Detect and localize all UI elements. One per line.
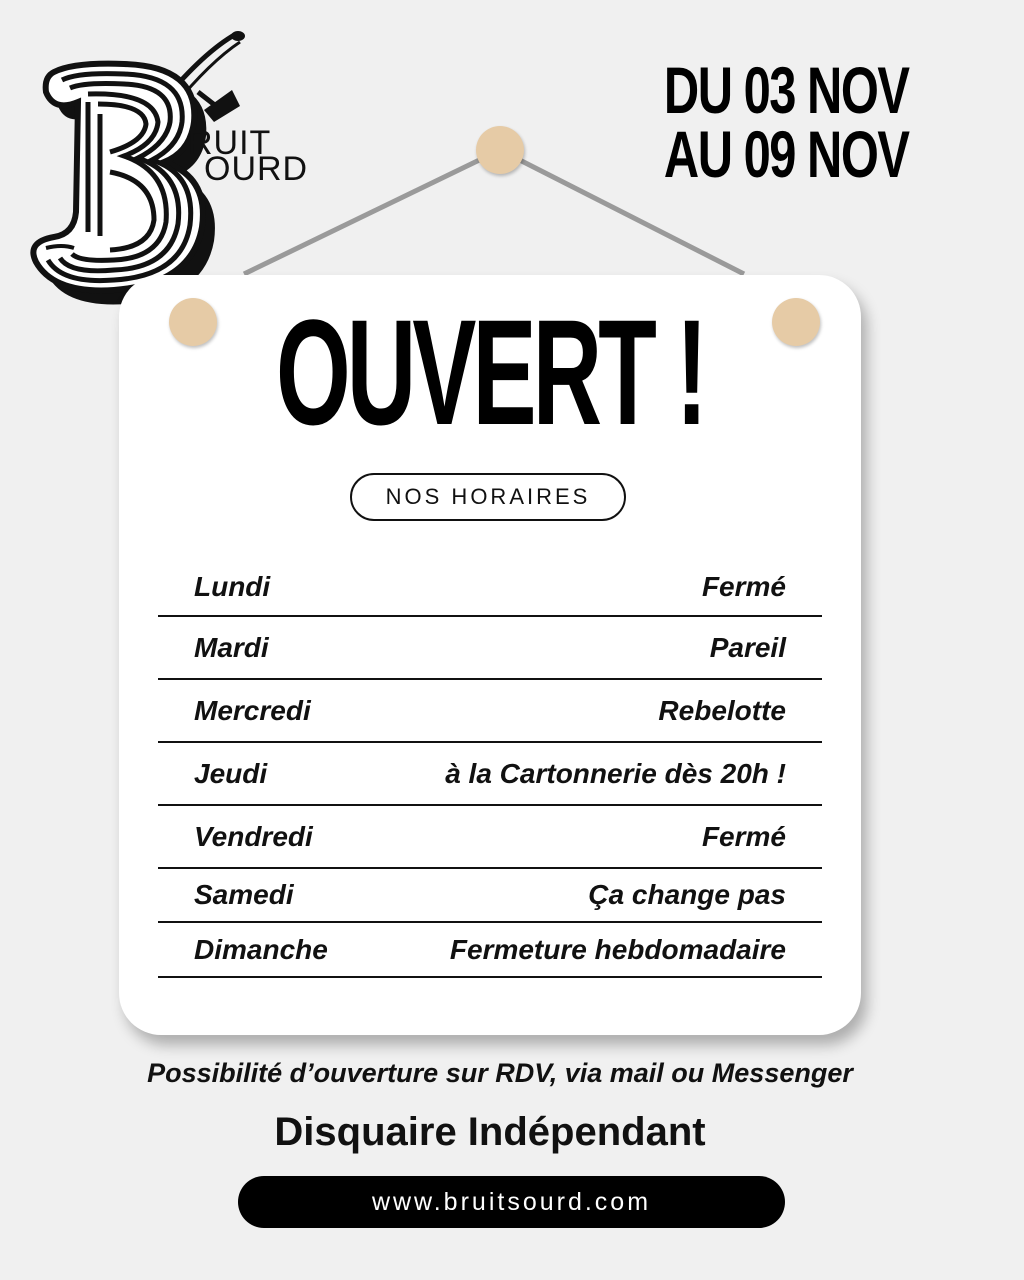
schedule-row-mercredi bbox=[158, 680, 822, 743]
pin-right bbox=[772, 298, 820, 346]
day-status: Ça change pas bbox=[588, 879, 786, 910]
schedule-row-lundi bbox=[158, 558, 822, 617]
schedule-row-dimanche bbox=[158, 923, 822, 978]
day-status: Fermé bbox=[701, 570, 786, 602]
logo-word-ruit: RUIT bbox=[188, 124, 272, 162]
day-status: Rebelotte bbox=[658, 694, 786, 726]
day-status: Pareil bbox=[709, 631, 786, 663]
hours-label: NOS HORAIRES bbox=[350, 473, 626, 521]
date-start: DU 03 NOV bbox=[663, 53, 908, 127]
day-label: Jeudi bbox=[194, 757, 268, 789]
website-link[interactable]: www.bruitsourd.com bbox=[238, 1176, 785, 1228]
day-label: Mercredi bbox=[194, 694, 311, 726]
day-label: Samedi bbox=[194, 879, 294, 910]
opening-sign bbox=[119, 275, 861, 1035]
shop-type: Disquaire Indépendant bbox=[274, 1110, 706, 1154]
schedule-row-mardi bbox=[158, 617, 822, 680]
sign-headline: OUVERT ! bbox=[276, 288, 704, 456]
schedule-row-samedi bbox=[158, 869, 822, 923]
top-pin bbox=[476, 126, 524, 174]
schedule-row-jeudi bbox=[158, 743, 822, 806]
day-status: à la Cartonnerie dès 20h ! bbox=[445, 757, 786, 789]
day-label: Mardi bbox=[194, 631, 269, 663]
pin-left bbox=[169, 298, 217, 346]
appointment-note: Possibilité d’ouverture sur RDV, via mail ou Messenger bbox=[147, 1058, 853, 1088]
date-end: AU 09 NOV bbox=[663, 117, 908, 191]
day-label: Vendredi bbox=[194, 820, 313, 852]
day-label: Dimanche bbox=[194, 933, 328, 965]
day-status: Fermeture hebdomadaire bbox=[449, 933, 786, 965]
schedule-table bbox=[158, 558, 822, 978]
day-label: Lundi bbox=[194, 570, 271, 602]
day-status: Fermé bbox=[701, 820, 786, 852]
schedule-row-vendredi bbox=[158, 806, 822, 869]
logo-word-ourd: OURD bbox=[204, 150, 309, 188]
